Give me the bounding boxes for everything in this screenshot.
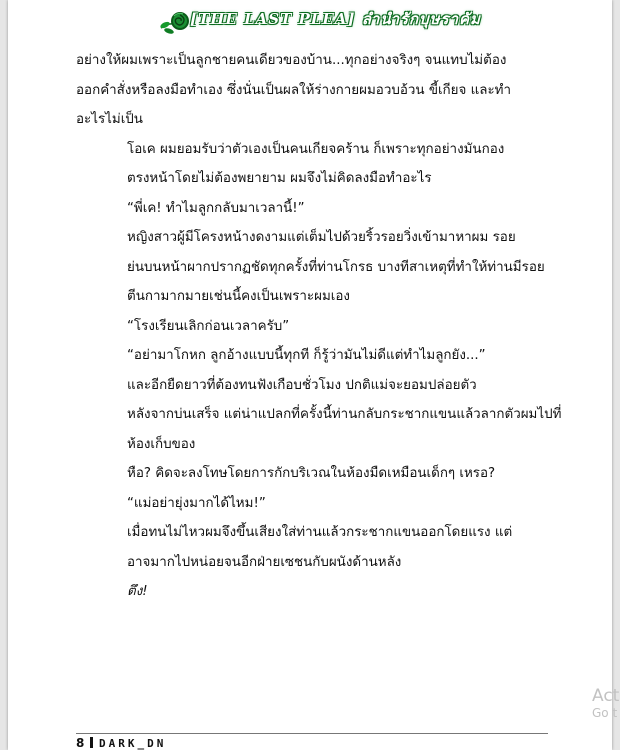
text-line: หลังจากบ่นเสร็จ แต่น่าแปลกที่ครั้งนี้ท่านกลับกระชากแขนแล้วลากตัวผมไปที่ <box>127 407 562 422</box>
text-line: หือ? คิดจะลงโทษโดยการกักบริเวณในห้องมืดเหมือนเด็กๆ เหรอ? <box>127 466 496 481</box>
dialogue-paragraph <box>76 489 548 519</box>
text-line: โอเค ผมยอมรับว่าตัวเองเป็นคนเกียจคร้าน ก็เพราะทุกอย่างมันกอง <box>127 141 505 157</box>
sound-effect-paragraph <box>76 577 548 607</box>
paragraph <box>76 459 548 489</box>
dialogue-paragraph <box>76 341 548 371</box>
text-line: หญิงสาวผู้มีโครงหน้างดงามแต่เต็มไปด้วยริ้วรอยวิ่งเข้ามาหาผม รอย <box>127 230 516 245</box>
text-line: ตึง! <box>127 584 148 599</box>
text-line: “โรงเรียนเลิกก่อนเวลาครับ” <box>127 318 290 334</box>
text-line: ห้องเก็บของ <box>127 436 196 452</box>
header-title: [THE LAST PLEA] ลำนำรักบุษราคัม <box>190 10 481 28</box>
paragraph <box>76 223 548 312</box>
footer-divider <box>90 737 93 748</box>
author-name: DARK_DN <box>99 737 167 750</box>
document-body <box>76 46 562 607</box>
text-line: ออกคำสั่งหรือลงมือทำเอง ซึ่งนั่นเป็นผลให้ร่างกายผมอวบอ้วน ขี้เกียจ และทำ <box>76 82 511 98</box>
document-page <box>8 0 612 750</box>
text-line: ตรงหน้าโดยไม่ต้องพยายาม ผมจึงไม่คิดลงมือทำอะไร <box>127 171 432 186</box>
dialogue-paragraph <box>76 194 548 224</box>
watermark-line: Act <box>592 686 620 706</box>
paragraph <box>76 371 562 460</box>
text-line: เมื่อทนไม่ไหวผมจึงขึ้นเสียงใส่ท่านแล้วกระชากแขนออกโดยแรง แต่ <box>127 525 513 540</box>
text-line: อย่างให้ผมเพราะเป็นลูกชายคนเดียวของบ้าน...ทุกอย่างจริงๆ จนแทบไม่ต้อง <box>76 53 507 68</box>
dialogue-paragraph <box>76 312 548 342</box>
text-line: “อย่ามาโกหก ลูกอ้างแบบนี้ทุกที ก็รู้ว่ามันไม่ดีแต่ทำไมลูกยัง...” <box>127 348 486 363</box>
paragraph <box>76 46 548 135</box>
page-number: 8 <box>76 736 85 750</box>
page-footer <box>76 733 548 750</box>
paragraph <box>76 135 548 194</box>
page-header <box>158 4 481 34</box>
text-line: ตีนกามากมายเช่นนี้คงเป็นเพราะผมเอง <box>127 289 350 304</box>
paragraph <box>76 518 548 577</box>
text-line: ย่นบนหน้าผากปรากฏชัดทุกครั้งที่ท่านโกรธ บางทีสาเหตุที่ทำให้ท่านมีรอย <box>127 259 545 275</box>
watermark-line: Go t <box>592 706 618 720</box>
text-line: “พี่เค! ทำไมลูกกลับมาเวลานี้!” <box>127 200 305 216</box>
text-line: อาจมากไปหน่อยจนอีกฝ่ายเซชนกับผนังด้านหลัง <box>127 554 402 570</box>
activate-windows-watermark <box>592 686 619 720</box>
text-line: “แม่อย่ายุ่งมากได้ไหม!” <box>127 495 266 511</box>
text-line: อะไรไม่เป็น <box>76 112 143 127</box>
green-rose-ornament-icon <box>158 6 192 36</box>
text-line: และอีกยืดยาวที่ต้องทนฟังเกือบชั่วโมง ปกติแม่จะยอมปล่อยตัว <box>127 377 477 393</box>
